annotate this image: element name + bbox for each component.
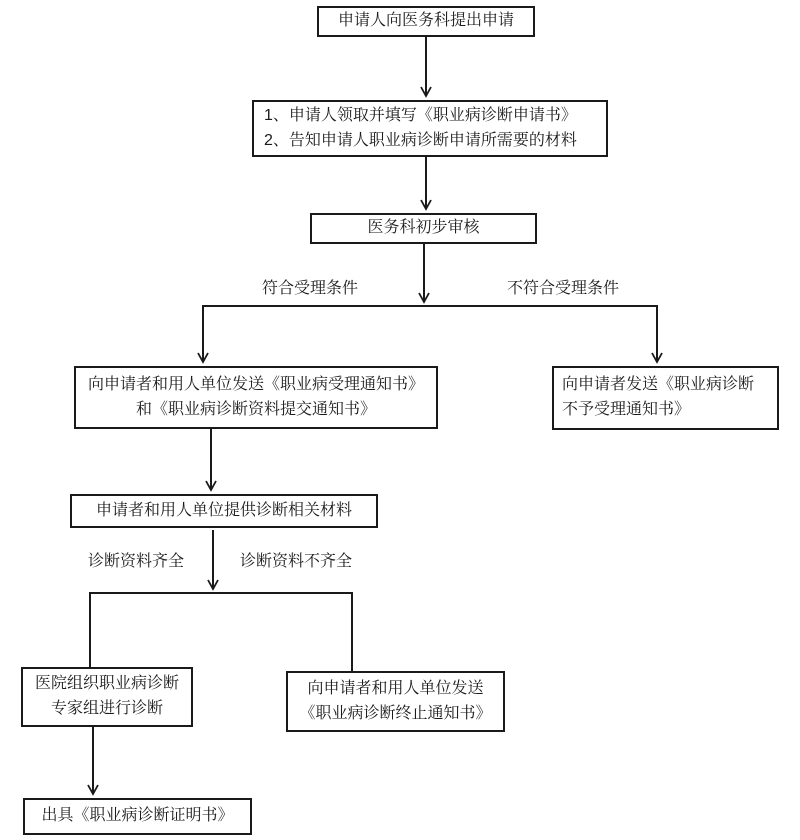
node-apply-text: 申请人向医务科提出申请 xyxy=(337,12,514,30)
node-accept-line1: 向申请者和用人单位发送《职业病受理通知书》 xyxy=(87,375,424,393)
node-expert xyxy=(21,667,193,727)
node-review-text: 医务科初步审核 xyxy=(367,219,480,237)
node-accept xyxy=(74,366,438,429)
node-terminate xyxy=(286,671,505,732)
node-materials xyxy=(70,494,378,528)
node-reject-line1: 向申请者发送《职业病诊断 xyxy=(562,376,755,394)
node-reject-line2: 不予受理通知书》 xyxy=(562,401,691,418)
node-accept-line2: 和《职业病诊断资料提交通知书》 xyxy=(135,400,376,418)
edge-label-meets: 符合受理条件 xyxy=(261,280,358,297)
node-steps xyxy=(252,100,608,157)
node-certificate xyxy=(23,798,252,835)
node-steps-line2: 2、告知申请人职业病诊断申请所需要的材料 xyxy=(264,131,577,149)
node-steps-line1: 1、申请人领取并填写《职业病诊断申请书》 xyxy=(264,106,577,124)
edge-label-not-meets: 不符合受理条件 xyxy=(506,280,619,297)
node-reject xyxy=(552,366,779,430)
node-terminate-line2: 《职业病诊断终止通知书》 xyxy=(299,704,492,722)
node-expert-line2: 专家组进行诊断 xyxy=(50,700,163,717)
node-apply xyxy=(317,6,535,37)
edge-label-incomplete: 诊断资料不齐全 xyxy=(239,553,352,570)
node-expert-line1: 医院组织职业病诊断 xyxy=(34,675,179,693)
node-materials-text: 申请者和用人单位提供诊断相关材料 xyxy=(95,501,352,519)
edge-label-complete: 诊断资料齐全 xyxy=(87,553,184,570)
node-certificate-text: 出具《职业病诊断证明书》 xyxy=(41,807,234,825)
node-terminate-line1: 向申请者和用人单位发送 xyxy=(307,679,484,697)
node-review xyxy=(310,213,537,244)
